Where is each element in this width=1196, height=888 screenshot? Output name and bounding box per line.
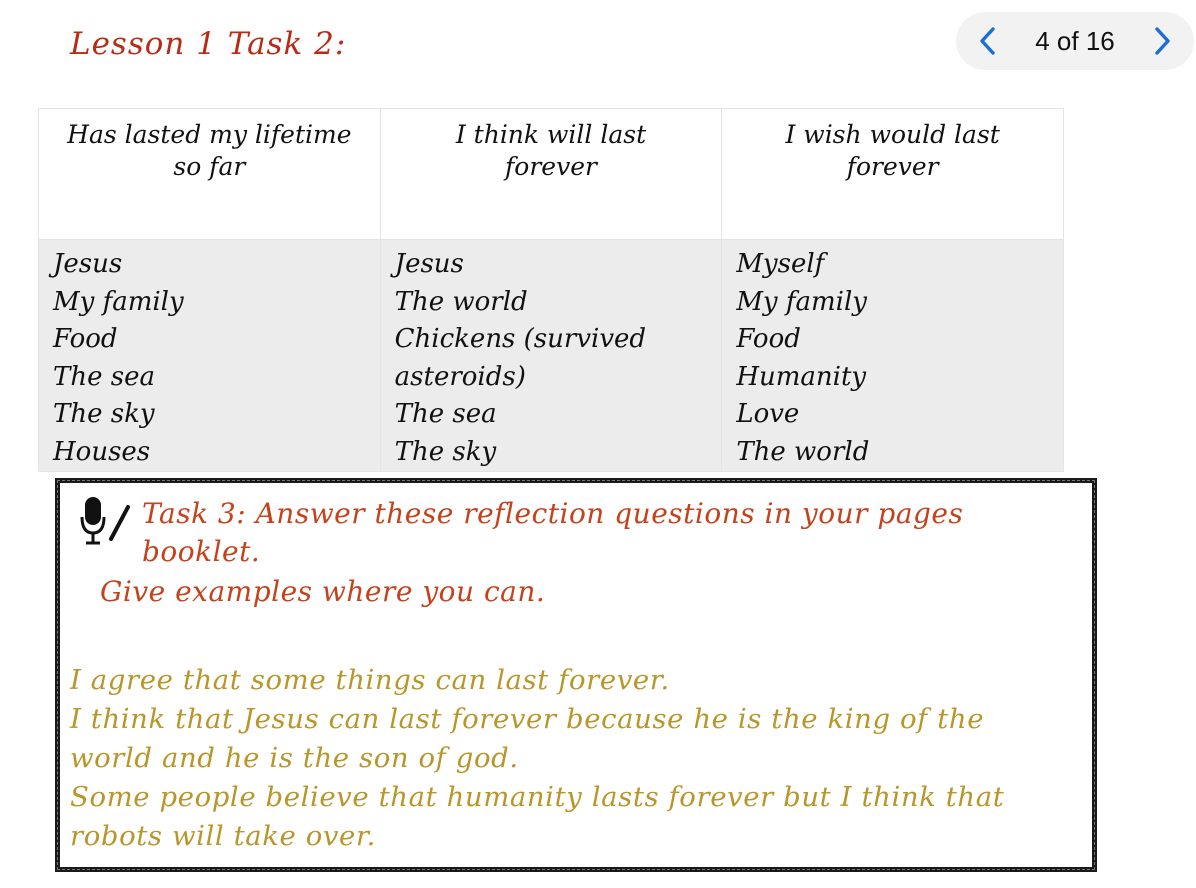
task3-icons (80, 495, 132, 551)
answer-line: I think that Jesus can last forever because he is the king of the (70, 703, 985, 735)
task3-subtitle: Give examples where you can. (100, 575, 546, 608)
list-item: asteroids) (394, 361, 526, 392)
chevron-right-icon (1153, 26, 1171, 56)
list-item: Humanity (736, 361, 867, 392)
page-navigator (956, 12, 1194, 70)
header-line: I think will last (455, 120, 647, 149)
list-item: The sea (53, 361, 155, 392)
list-item: My family (736, 286, 867, 317)
answer-line: Some people believe that humanity lasts forever but I think that (70, 781, 1005, 813)
list-item: Food (53, 324, 118, 354)
list-item: Chickens (survived (394, 324, 647, 354)
list-item: Food (736, 324, 801, 354)
list-item: Jesus (53, 249, 123, 279)
table-header-row (39, 109, 1064, 240)
answer-line: I agree that some things can last forever. (70, 664, 670, 696)
list-item: Love (736, 399, 800, 429)
previous-page-button[interactable] (976, 24, 1000, 58)
header-line: so far (173, 152, 246, 181)
microphone-icon (80, 495, 106, 551)
list-item: Houses (53, 436, 151, 467)
task3-title (142, 495, 1042, 571)
list-item: The world (736, 436, 870, 467)
header-lasted-lifetime (39, 109, 381, 240)
list-item: The sky (394, 436, 497, 467)
lasting-things-table (38, 108, 1064, 472)
column-wish-last-forever (722, 240, 1064, 472)
task3-title-line2: booklet. (142, 535, 261, 568)
header-line: I wish would last (785, 120, 1000, 149)
chevron-left-icon (979, 26, 997, 56)
header-wish-last-forever (722, 109, 1064, 240)
page-indicator: 4 of 16 (1035, 25, 1115, 56)
next-page-button[interactable] (1150, 24, 1174, 58)
task3-box (55, 478, 1097, 872)
column-lasted-lifetime (39, 240, 381, 472)
list-item: The world (394, 286, 528, 317)
column-think-last-forever (380, 240, 722, 472)
header-line: Has lasted my lifetime (67, 120, 352, 149)
header-line: forever (846, 152, 939, 181)
list-item: Myself (736, 249, 825, 279)
answer-line: robots will take over. (70, 820, 376, 852)
pencil-icon (106, 495, 132, 551)
table-row (39, 240, 1064, 472)
list-item: The sea (394, 399, 497, 429)
task3-title-line1: Task 3: Answer these reflection questions in your pages (142, 497, 964, 530)
header-line: forever (505, 152, 597, 181)
list-item: Jesus (394, 249, 464, 279)
header-think-last-forever (380, 109, 722, 240)
lesson-title: Lesson 1 Task 2: (70, 26, 347, 62)
task3-header (80, 495, 1042, 571)
task3-answer (70, 661, 1090, 856)
answer-line: world and he is the son of god. (70, 742, 519, 774)
list-item: The sky (53, 399, 155, 429)
list-item: My family (53, 286, 184, 317)
